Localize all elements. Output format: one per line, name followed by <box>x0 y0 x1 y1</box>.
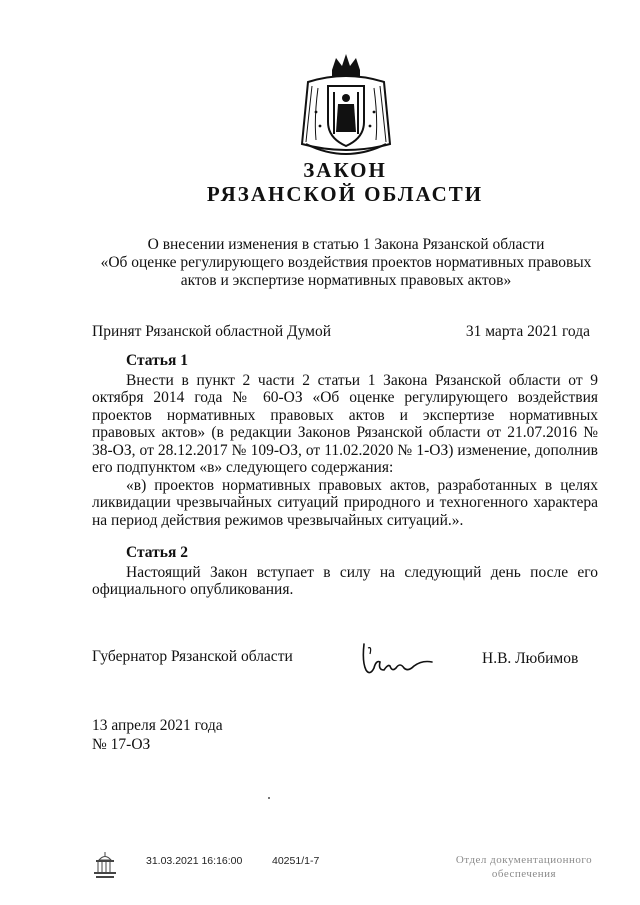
article2-heading: Статья 2 <box>126 544 188 561</box>
department-stamp <box>444 853 604 881</box>
adoption-row <box>92 323 592 341</box>
law-title-line2: РЯЗАНСКОЙ ОБЛАСТИ <box>206 182 484 206</box>
adoption-date: 31 марта 2021 года <box>465 323 590 340</box>
article1-heading: Статья 1 <box>126 352 188 369</box>
handwritten-signature <box>358 640 438 680</box>
issue-block <box>92 716 223 754</box>
issue-number: № 17-ОЗ <box>92 736 151 753</box>
duma-building-icon <box>92 850 118 880</box>
subject-line3: актов и экспертизе нормативных правовых актов» <box>180 272 512 289</box>
footer-code: 40251/1-7 <box>272 855 320 867</box>
issue-date: 13 апреля 2021 года <box>92 717 223 734</box>
subject-line1: О внесении изменения в статью 1 Закона Рязанской области <box>147 236 545 253</box>
dept-line2: обеспечения <box>491 868 557 880</box>
signer-position: Губернатор Рязанской области <box>92 648 293 665</box>
law-subject <box>96 236 596 290</box>
law-title-line1: ЗАКОН <box>303 158 387 182</box>
article1-paragraph1: Внести в пункт 2 части 2 статьи 1 Закона Рязанской области от 9 октября 2014 года № 60-ОЗ «Об оценке регулирующего воздействия проектов нормативных правовых актов и экспертизе нормативных правовых актов» (в редакции Законов Рязанской области от 21.07.2016 № 38-ОЗ, от 28.12.2017 № 109-ОЗ, от 11.02.2020 № 1-ОЗ) изменение, дополнив его подпунктом «в» следующего содержания: <box>92 372 598 477</box>
scan-speck <box>268 797 270 799</box>
adopted-by: Принят Рязанской областной Думой <box>92 323 332 340</box>
law-title <box>0 158 640 206</box>
footer-timestamp: 31.03.2021 16:16:00 <box>146 855 243 867</box>
signature-row <box>92 648 592 666</box>
article2-paragraph1: Настоящий Закон вступает в силу на следующий день после его официального опубликования. <box>92 564 598 599</box>
subject-line2: «Об оценке регулирующего воздействия проектов нормативных правовых <box>100 254 592 271</box>
signer-name: Н.В. Любимов <box>482 650 579 667</box>
coat-of-arms-icon <box>298 52 394 164</box>
article1-paragraph2: «в) проектов нормативных правовых актов, разработанных в целях ликвидации чрезвычайных ситуаций природного и техногенного характера на период действия режимов чрезвычайных ситуаций.». <box>92 477 598 529</box>
dept-line1: Отдел документационного <box>455 854 593 866</box>
